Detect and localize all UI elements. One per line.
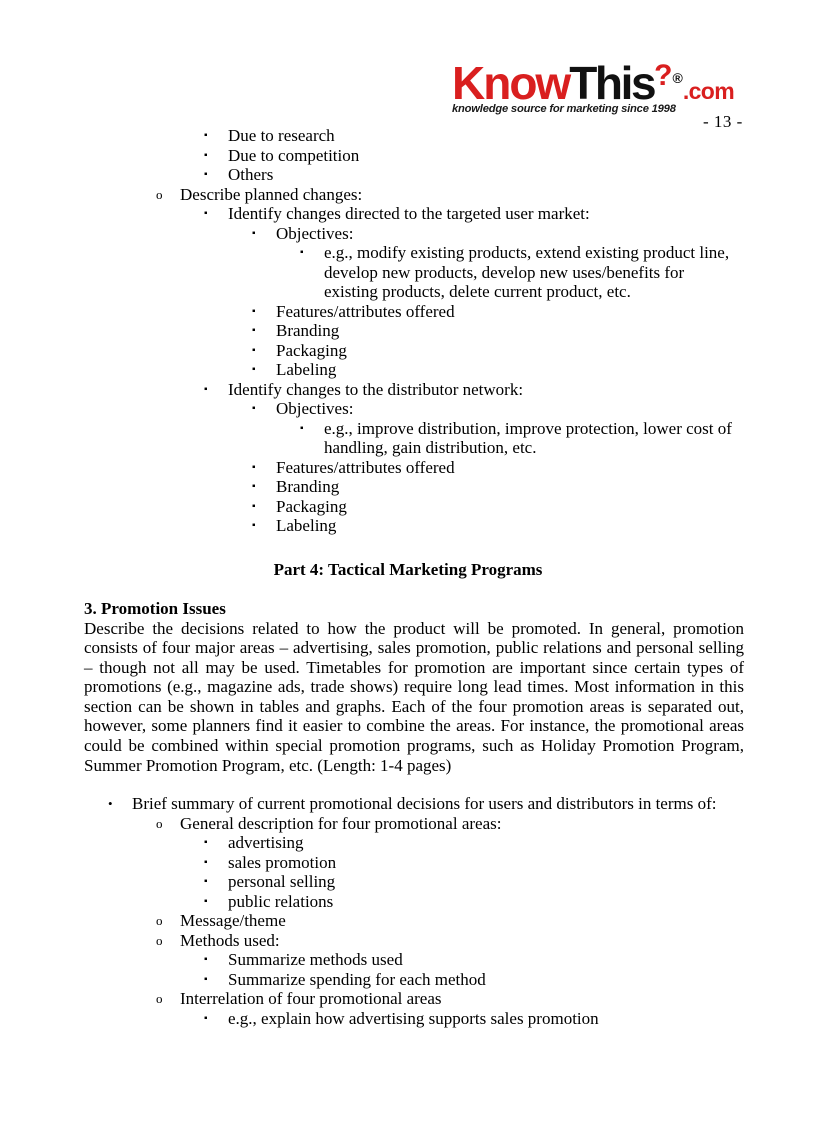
square-bullet-icon: ▪ [204, 973, 208, 985]
square-bullet-icon: ▪ [204, 895, 208, 907]
page-content [0, 126, 816, 1028]
outline-item-label: Methods used: [180, 930, 280, 950]
outline-item [0, 302, 816, 322]
outline-item-label: Labeling [276, 516, 337, 535]
outline-item [0, 794, 816, 814]
outline-item [0, 360, 816, 380]
circle-bullet-icon: o [156, 991, 163, 1007]
outline-item [0, 833, 816, 853]
square-bullet-icon: ▪ [252, 364, 256, 375]
logo-text-com: .com [682, 78, 735, 104]
page-header [0, 52, 816, 132]
outline-item-label: advertising [228, 833, 304, 853]
square-bullet-icon: ▪ [204, 208, 208, 219]
outline-item-label: Identify changes to the distributor network: [228, 379, 524, 399]
square-bullet-icon: ▪ [252, 481, 256, 492]
circle-bullet-icon: o [156, 815, 163, 831]
circle-bullet-icon: o [156, 913, 163, 929]
square-bullet-icon: ▪ [204, 149, 208, 161]
square-bullet-icon: ▪ [252, 403, 256, 414]
square-bullet-icon: ▪ [300, 422, 304, 434]
outline-item [0, 321, 816, 341]
logo-registered-icon: ® [672, 70, 683, 86]
square-bullet-icon: ▪ [252, 461, 256, 473]
outline-item [0, 185, 816, 205]
outline-item [0, 126, 816, 146]
outline-item [0, 950, 816, 970]
outline-item-label: General description for four promotional areas: [180, 813, 502, 833]
logo-text-know: Know [452, 57, 570, 109]
outline-item [0, 165, 816, 185]
logo-tagline: knowledge source for marketing since 1998 [452, 103, 676, 115]
outline-item [0, 516, 816, 536]
outline-item [0, 146, 816, 166]
outline-item [0, 477, 816, 497]
square-bullet-icon: ▪ [204, 856, 208, 868]
outline-item [0, 970, 816, 990]
outline-item [0, 911, 816, 931]
outline-item [0, 224, 816, 244]
outline-item-label: sales promotion [228, 852, 337, 872]
square-bullet-icon: ▪ [252, 500, 256, 512]
outline-item [0, 458, 816, 478]
outline-item-label: Features/attributes offered [276, 457, 455, 477]
square-bullet-icon: ▪ [252, 520, 256, 531]
square-bullet-icon: ▪ [204, 383, 208, 395]
section-heading: 3. Promotion Issues [84, 598, 226, 618]
outline-item [0, 892, 816, 912]
outline-item-label: Due to competition [228, 145, 360, 165]
outline-item [0, 931, 816, 951]
outline-item-label: e.g., modify existing products, extend existing product line, develop new products, develop new uses/benefits for existing products, delete current product, etc. [324, 243, 730, 301]
outline-item-label: Describe planned changes: [180, 184, 363, 204]
outline-item-label: public relations [228, 891, 334, 911]
square-bullet-icon: ▪ [252, 227, 256, 239]
outline-item [0, 497, 816, 517]
square-bullet-icon: ▪ [204, 837, 208, 849]
outline-item-label: Packaging [276, 496, 347, 516]
outline-item-label: e.g., explain how advertising supports sales promotion [228, 1008, 599, 1028]
disc-bullet-icon: • [108, 796, 113, 812]
outline-item-label: Message/theme [180, 911, 286, 931]
outline-item [0, 419, 816, 458]
outline-item [0, 989, 816, 1009]
outline-item-label: Brief summary of current promotional decisions for users and distributors in terms of: [132, 794, 717, 814]
outline-item-label: Labeling [276, 360, 337, 379]
outline-item [0, 872, 816, 892]
outline-item-label: Objectives: [276, 399, 354, 418]
square-bullet-icon: ▪ [204, 876, 208, 888]
outline-item [0, 341, 816, 361]
logo-text-this: This [569, 57, 655, 109]
square-bullet-icon: ▪ [252, 305, 256, 317]
knowthis-logo [452, 52, 735, 115]
logo-question-mark-icon: ? [654, 59, 673, 92]
outline-item-label: Others [228, 165, 274, 184]
outline-item [0, 380, 816, 400]
outline-item-label: Objectives: [276, 223, 354, 243]
square-bullet-icon: ▪ [252, 325, 256, 336]
part-heading: Part 4: Tactical Marketing Programs [273, 559, 543, 579]
square-bullet-icon: ▪ [204, 169, 208, 180]
outline-item [0, 243, 816, 302]
page-number: - 13 - [703, 112, 743, 131]
outline-item-label: Due to research [228, 126, 335, 145]
outline-item-label: Identify changes directed to the targeted user market: [228, 204, 590, 223]
square-bullet-icon: ▪ [252, 344, 256, 356]
spacer [0, 775, 816, 794]
outline-item-label: personal selling [228, 872, 336, 892]
outline-item-label: Packaging [276, 340, 347, 360]
outline-list-product-changes [0, 126, 816, 536]
square-bullet-icon: ▪ [204, 1012, 208, 1024]
outline-item-label: Summarize spending for each method [228, 969, 486, 989]
outline-item [0, 1009, 816, 1029]
outline-item-label: Branding [276, 477, 340, 496]
circle-bullet-icon: o [156, 186, 163, 202]
outline-item [0, 814, 816, 834]
outline-item [0, 204, 816, 224]
outline-item-label: Interrelation of four promotional areas [180, 989, 442, 1009]
section-body-paragraph: Describe the decisions related to how the product will be promoted. In general, promotion consists of four major areas – advertising, sales promotion, public relations and personal selling – though not all may be used. Timetables for promotion are important since certain types of promotions (e.g., magazine ads, trade shows) require long lead times. Most information in this section can be shown in tables and graphs. Each of the four promotion areas is separated out, however, some planners find it easier to combine the areas. For instance, the promotional areas could be combined within special promotion programs, such as Holiday Promotion Program, Summer Promotion Program, etc. (Length: 1-4 pages) [84, 618, 744, 775]
outline-item-label: Features/attributes offered [276, 301, 455, 321]
square-bullet-icon: ▪ [300, 247, 304, 258]
spacer [0, 536, 816, 560]
square-bullet-icon: ▪ [204, 954, 208, 966]
outline-item [0, 399, 816, 419]
outline-item-label: Branding [276, 321, 340, 340]
outline-item [0, 853, 816, 873]
outline-item-label: e.g., improve distribution, improve protection, lower cost of handling, gain distribution, etc. [324, 418, 732, 457]
outline-list-promotion-summary [0, 794, 816, 1028]
spacer [0, 580, 816, 599]
square-bullet-icon: ▪ [204, 130, 208, 141]
outline-item-label: Summarize methods used [228, 950, 403, 970]
circle-bullet-icon: o [156, 932, 163, 948]
